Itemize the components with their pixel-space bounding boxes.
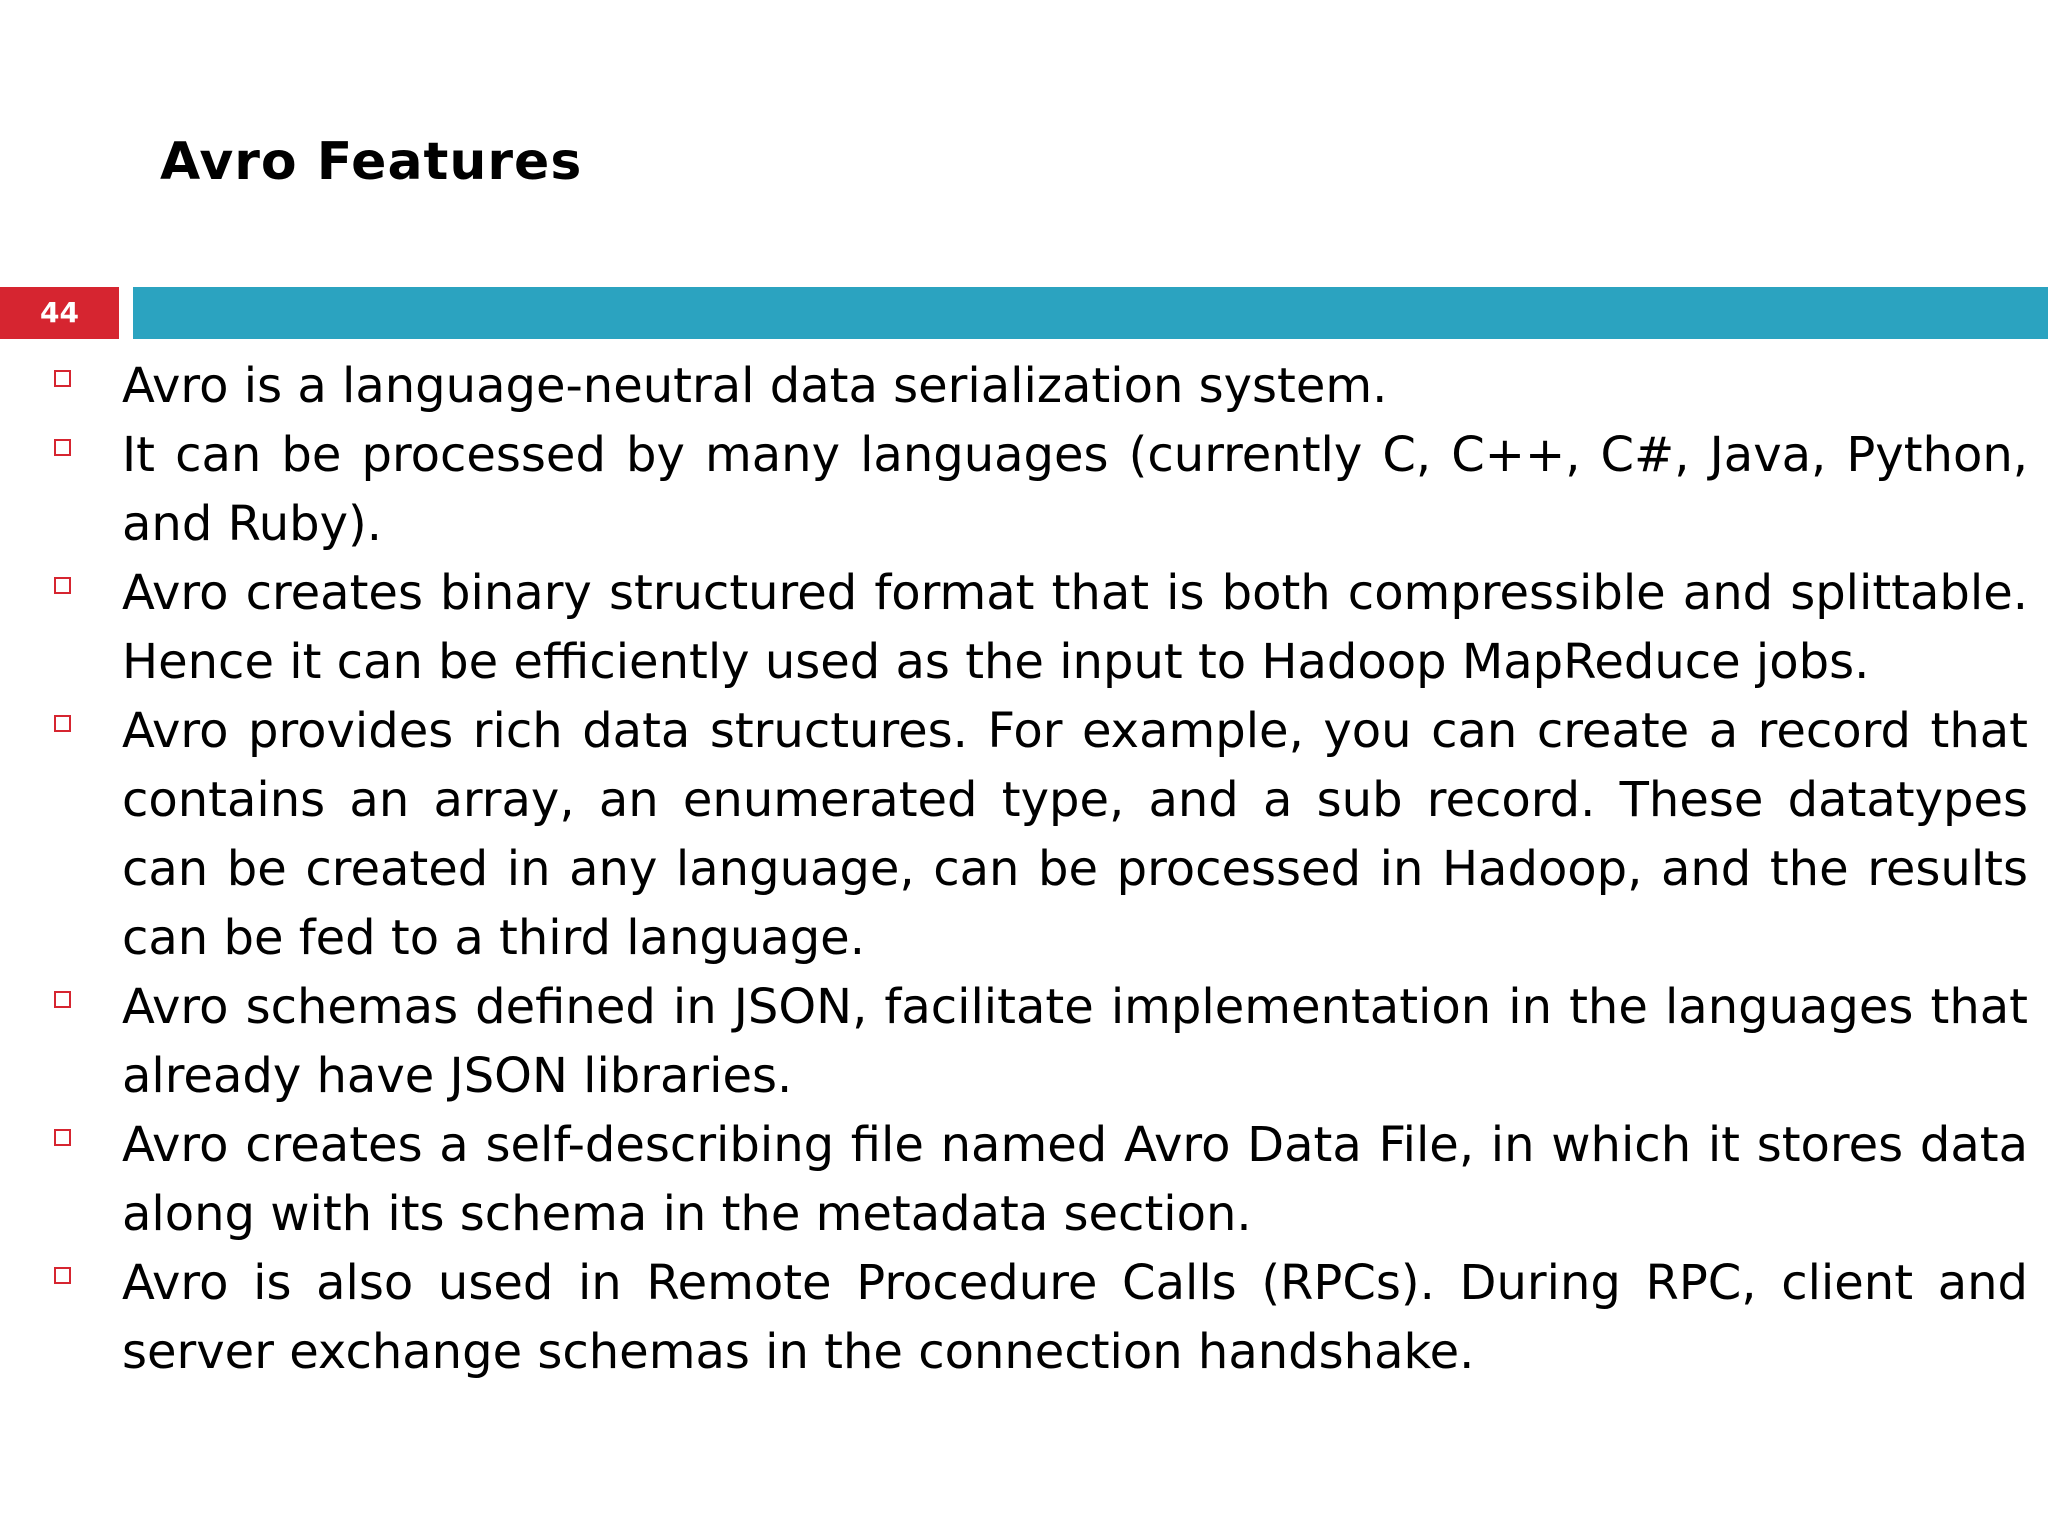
square-bullet-icon <box>54 715 71 732</box>
bullet-text: Avro provides rich data structures. For example, you can create a record that contains an array, an enumerated type, and a sub record. These datatypes can be created in any language, can be processed in Hadoop, and the results can be fed to a third language. <box>122 703 2028 966</box>
bullet-item <box>50 1111 2028 1249</box>
bullet-item <box>50 352 2028 421</box>
bullet-text: It can be processed by many languages (currently C, C++, C#, Java, Python, and Ruby). <box>122 427 2028 552</box>
slide-number-badge: 44 <box>0 287 119 339</box>
square-bullet-icon <box>54 370 71 387</box>
square-bullet-icon <box>54 577 71 594</box>
bullet-text: Avro creates binary structured format that is both compressible and splittable. Hence it can be efficiently used as the input to Hadoop MapReduce jobs. <box>122 565 2028 690</box>
bullet-text: Avro creates a self-describing file named Avro Data File, in which it stores data along with its schema in the metadata section. <box>122 1117 2028 1242</box>
slide-title: Avro Features <box>160 132 583 192</box>
accent-bar <box>133 287 2048 339</box>
bullet-text: Avro is also used in Remote Procedure Calls (RPCs). During RPC, client and server exchange schemas in the connection handshake. <box>122 1255 2028 1380</box>
bullet-item <box>50 421 2028 559</box>
bullet-item <box>50 559 2028 697</box>
bullet-text: Avro is a language-neutral data serialization system. <box>122 358 1388 414</box>
bullet-item <box>50 973 2028 1111</box>
square-bullet-icon <box>54 1129 71 1146</box>
bullet-text: Avro schemas defined in JSON, facilitate implementation in the languages that already have JSON libraries. <box>122 979 2028 1104</box>
bullet-list <box>50 352 2028 1387</box>
square-bullet-icon <box>54 439 71 456</box>
square-bullet-icon <box>54 1267 71 1284</box>
square-bullet-icon <box>54 991 71 1008</box>
bullet-item <box>50 697 2028 973</box>
header-band <box>0 287 2048 339</box>
bullet-item <box>50 1249 2028 1387</box>
